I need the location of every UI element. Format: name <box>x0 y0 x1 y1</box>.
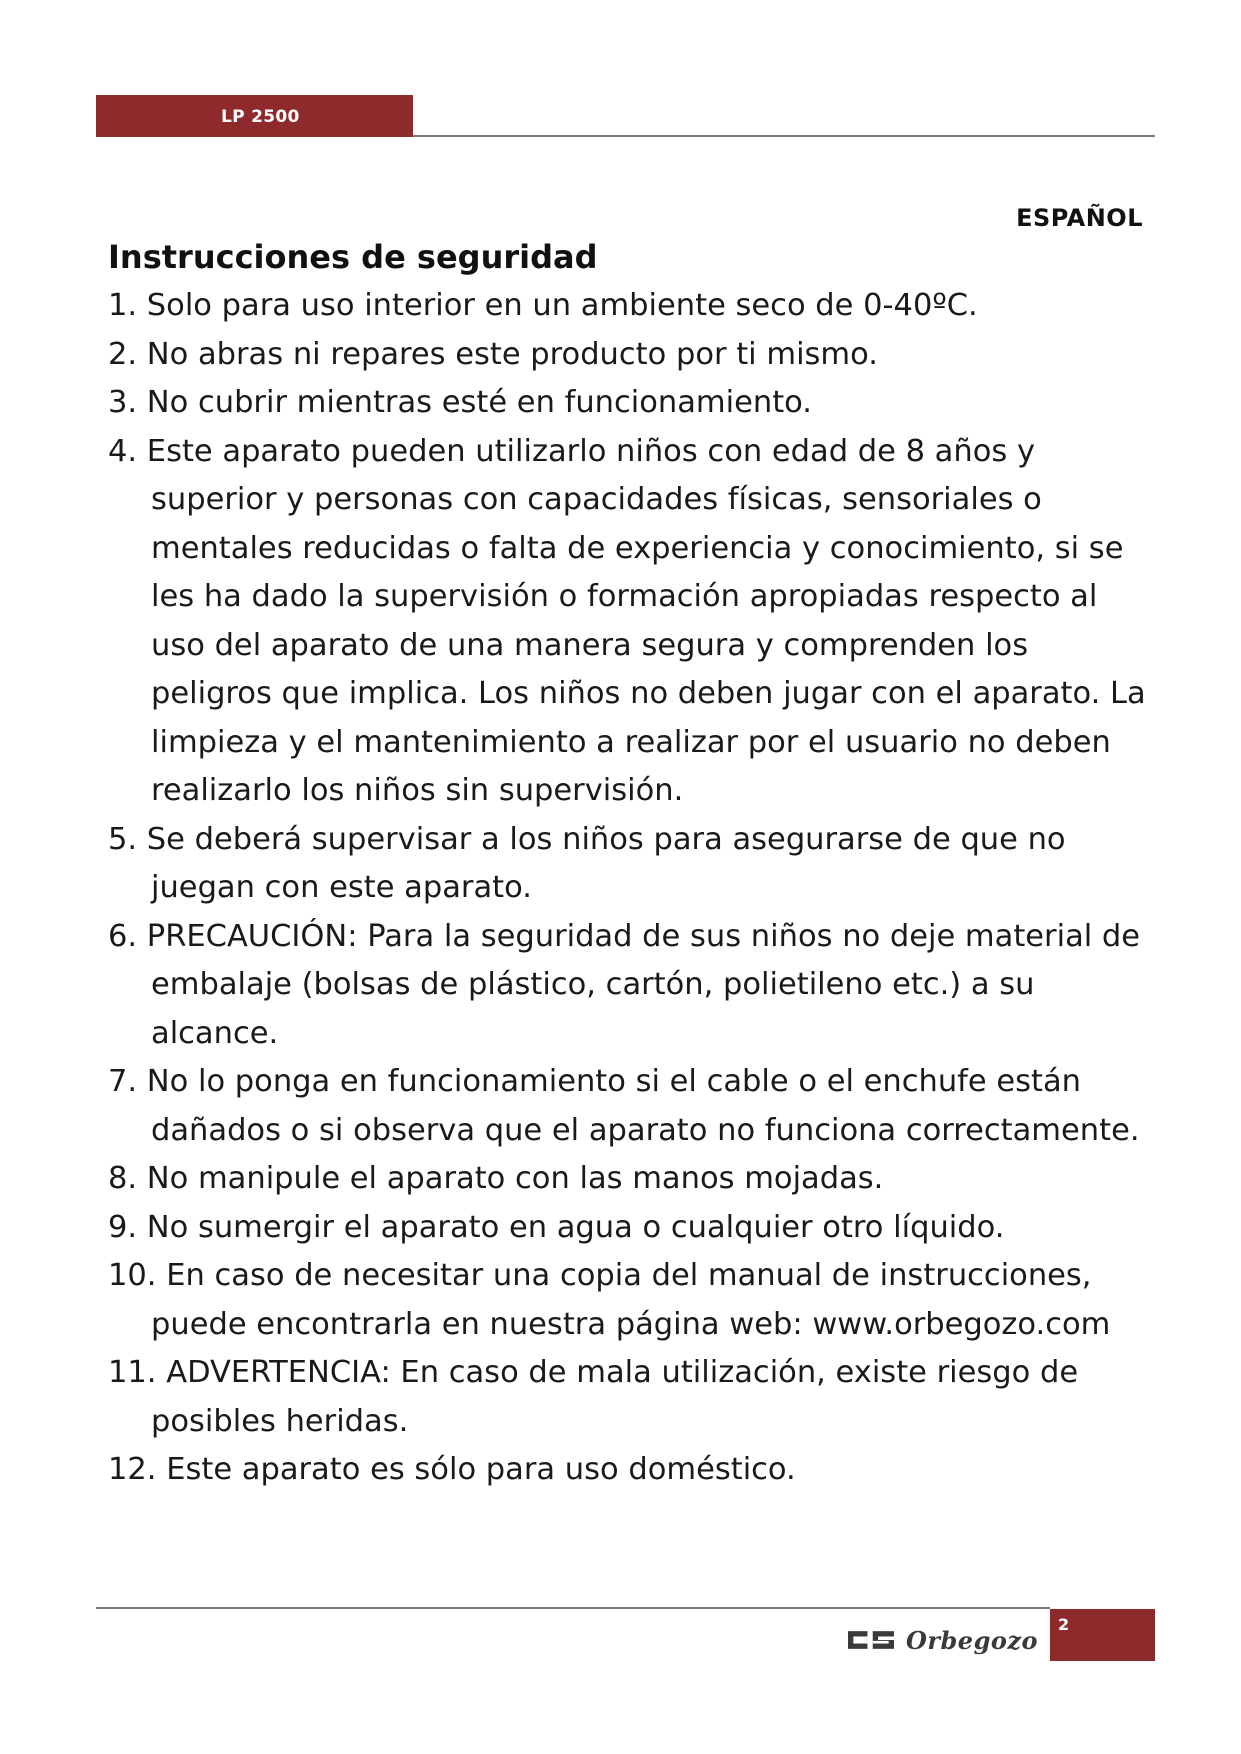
section-title: Instrucciones de seguridad <box>108 238 598 276</box>
header-model-tab <box>96 95 413 137</box>
list-item: 3. No cubrir mientras esté en funcionamiento. <box>108 385 812 420</box>
page-number: 2 <box>1058 1615 1070 1634</box>
list-item: 7. No lo ponga en funcionamiento si el cable o el enchufe están dañados o si observa que el aparato no funciona correctamente. <box>108 1064 1140 1148</box>
list-item: 11. ADVERTENCIA: En caso de mala utilización, existe riesgo de posibles heridas. <box>108 1355 1079 1439</box>
footer-divider <box>96 1607 1050 1609</box>
list-item: 4. Este aparato pueden utilizarlo niños con edad de 8 años y superior y personas con capacidades físicas, sensoriales o mentales reducidas o falta de experiencia y conocimiento, si se les ha dado la supervisión o formación apropiadas respecto al uso del aparato de una manera segura y comprenden los peligros que implica. Los niños no deben jugar con el aparato. La limpieza y el mantenimiento a realizar por el usuario no deben realizarlo los niños sin supervisión. <box>108 433 1146 808</box>
page-number-box <box>1050 1609 1155 1661</box>
brand-mark-icon <box>848 1628 894 1652</box>
list-item: 8. No manipule el aparato con las manos mojadas. <box>108 1161 884 1196</box>
language-label: ESPAÑOL <box>1016 204 1143 232</box>
safety-instructions-list <box>108 282 1148 1495</box>
list-item: 2. No abras ni repares este producto por ti mismo. <box>108 336 878 372</box>
brand-name: Orbegozo <box>905 1625 1038 1655</box>
list-item: 6. PRECAUCIÓN: Para la seguridad de sus niños no deje material de embalaje (bolsas de plástico, cartón, polietileno etc.) a su alcance. <box>108 918 1141 1051</box>
list-item: 5. Se deberá supervisar a los niños para asegurarse de que no juegan con este aparato. <box>108 821 1066 905</box>
list-item: 9. No sumergir el aparato en agua o cualquier otro líquido. <box>108 1209 1005 1245</box>
list-item: 1. Solo para uso interior en un ambiente seco de 0-40ºC. <box>108 288 978 323</box>
header-divider <box>413 135 1155 137</box>
brand-logo <box>848 1620 1038 1660</box>
list-item: 10. En caso de necesitar una copia del manual de instrucciones, puede encontrarla en nuestra página web: www.orbegozo.com <box>108 1258 1111 1342</box>
list-item: 12. Este aparato es sólo para uso doméstico. <box>108 1452 796 1487</box>
model-label: LP 2500 <box>221 107 300 127</box>
